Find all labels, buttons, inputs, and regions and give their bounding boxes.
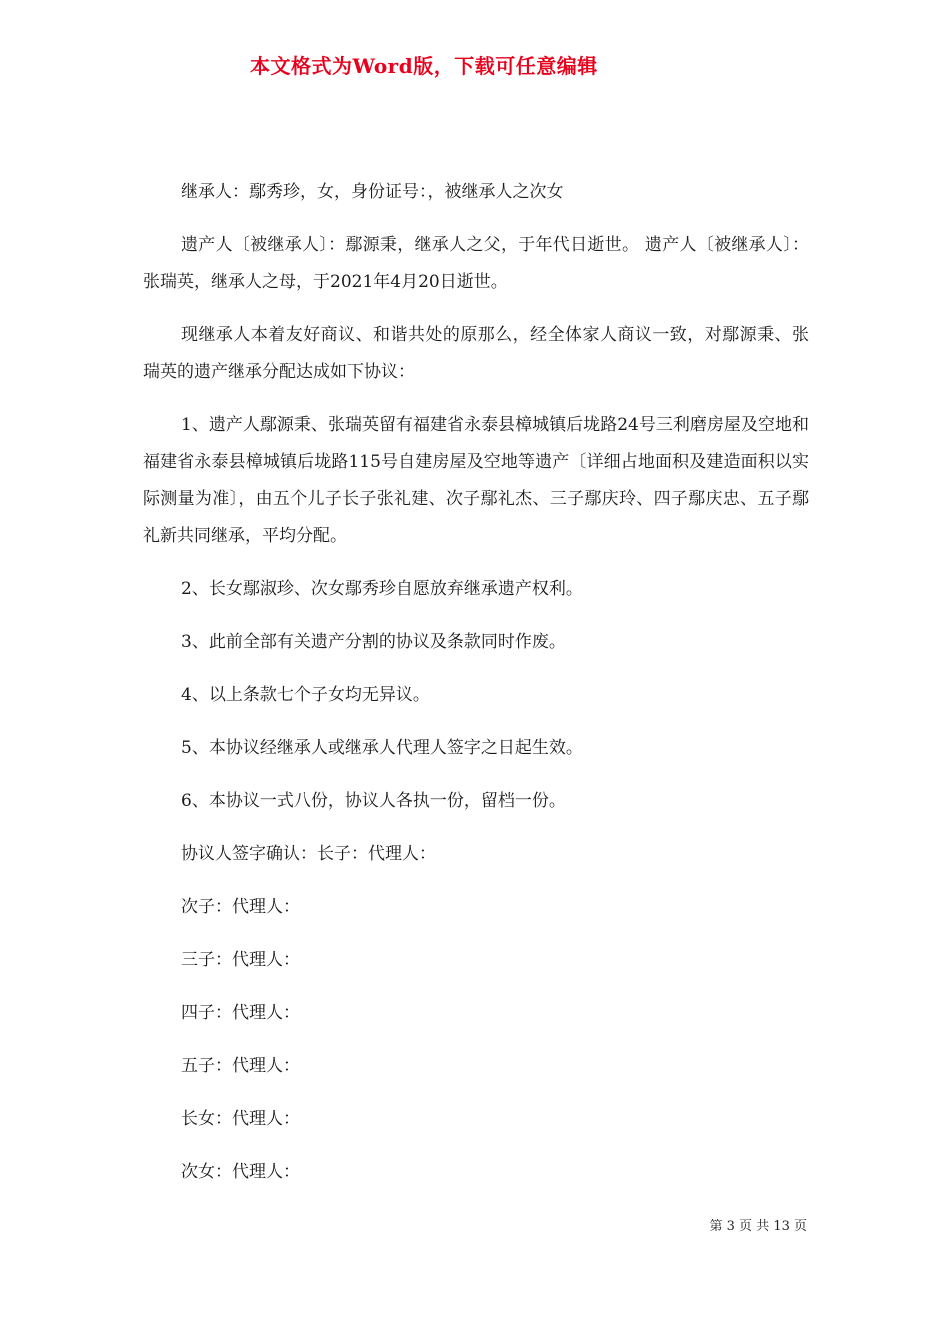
document-body	[143, 174, 809, 1207]
clause-2: 2、长女鄢淑珍、次女鄢秀珍自愿放弃继承遗产权利。	[181, 579, 583, 599]
heir-info: 继承人：鄢秀珍，女，身份证号：，被继承人之次女	[181, 182, 564, 202]
clause-1: 1、遗产人鄢源秉、张瑞英留有福建省永泰县樟城镇后垅路24号三利磨房屋及空地和福建省永泰县樟城镇后垅路115号自建房屋及空地等遗产〔详细占地面积及建造面积以实际测量为准〕，由五个儿子长子张礼建、次子鄢礼杰、三子鄢庆玲、四子鄢庆忠、五子鄢礼新共同继承，平均分配。	[143, 415, 809, 546]
clause-3: 3、此前全部有关遗产分割的协议及条款同时作废。	[181, 632, 566, 652]
signature-line: 长女：代理人：	[181, 1109, 300, 1129]
signature-line: 三子：代理人：	[181, 950, 300, 970]
page-number: 第 3 页 共 13 页	[709, 1219, 807, 1234]
decedent-info: 遗产人〔被继承人〕：鄢源秉，继承人之父，于年代日逝世。 遗产人〔被继承人〕：张瑞英，继承人之母，于2021年4月20日逝世。	[143, 235, 809, 292]
download-banner: 本文格式为Word版，下载可任意编辑	[250, 54, 598, 78]
agreement-preamble: 现继承人本着友好商议、和谐共处的原那么，经全体家人商议一致，对鄢源秉、张瑞英的遗产继承分配达成如下协议：	[143, 325, 809, 382]
clause-5: 5、本协议经继承人或继承人代理人签字之日起生效。	[181, 738, 583, 758]
signature-line: 次子：代理人：	[181, 897, 300, 917]
signature-line: 次女：代理人：	[181, 1162, 300, 1182]
signature-line: 五子：代理人：	[181, 1056, 300, 1076]
clause-4: 4、以上条款七个子女均无异议。	[181, 685, 430, 705]
clause-6: 6、本协议一式八份，协议人各执一份，留档一份。	[181, 791, 566, 811]
signature-line: 四子：代理人：	[181, 1003, 300, 1023]
signature-line: 协议人签字确认：长子：代理人：	[181, 844, 436, 864]
